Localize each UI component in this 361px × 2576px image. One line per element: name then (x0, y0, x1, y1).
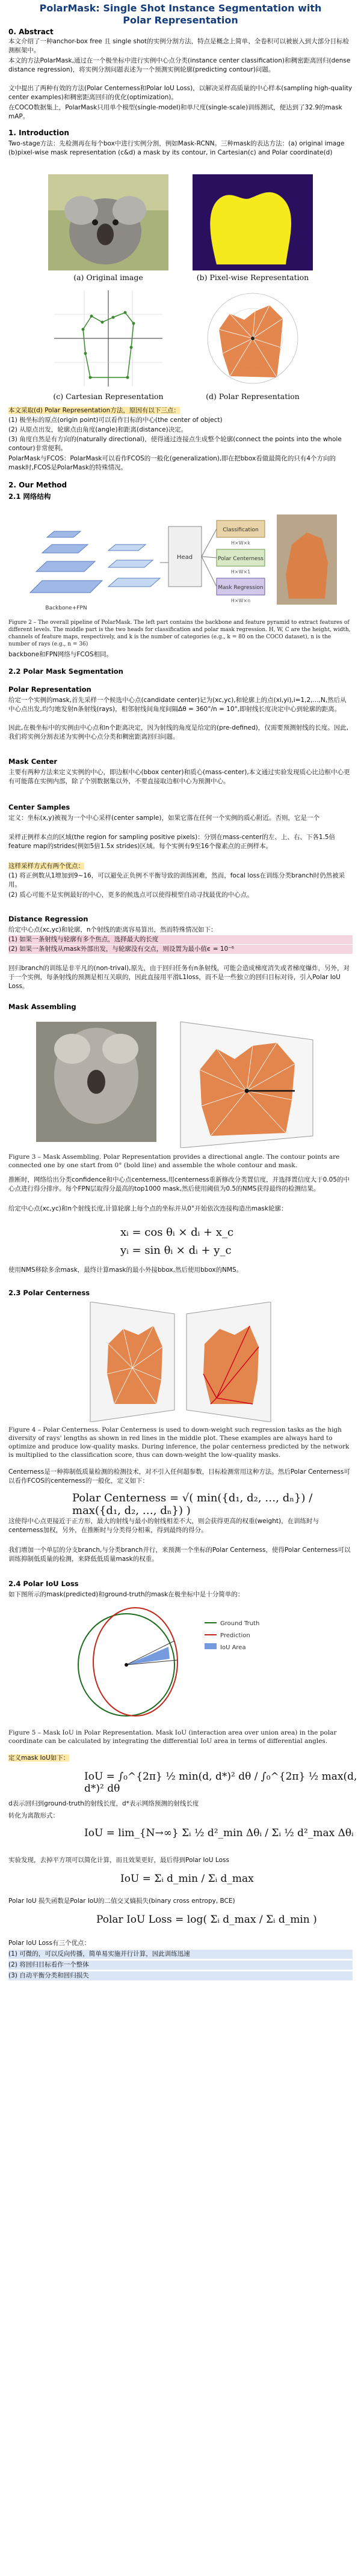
section-method: 2. Our Method (8, 481, 67, 489)
center-samples-para-5: (2) 质心可能不是实例最好的中心，更多的候选点可以使得模型自动寻找最优的中心点。 (8, 891, 253, 899)
section-introduction: 1. Introduction (8, 129, 69, 137)
equation-yi: yᵢ = sin θᵢ × dᵢ + y_c (120, 1244, 232, 1257)
figure-mask-iou (54, 1605, 307, 1725)
legend-iou-area: IoU Area (220, 1644, 246, 1651)
figure-pixel-mask (193, 174, 313, 270)
caption-d: (d) Polar Representation (206, 392, 300, 401)
equation-polar-centerness: Polar Centerness = √( min({d₁, d₂, …, dₙ}) / max({d₁, d₂, …, dₙ}) ) (72, 1492, 313, 1517)
section-mask-center: Mask Center (8, 757, 58, 766)
polar-iou-para-10: (3) 自动平衡分类和回归损失 (8, 1971, 353, 1980)
mask-asm-para-3: 使用NMS移除多余mask，最终计算mask的最小外接bbox,然后使用bbox的NMS。 (8, 1266, 243, 1274)
dist-reg-para-2: (1) 如果一条射线与轮廓有多个焦点，选择最大的长度 (8, 935, 353, 944)
center-samples-para-1: 定义：坐标(x,y)被视为一个中心采样(center sample)，如果它落在任何一个实例的质心附近。否则，它是一个 (8, 814, 319, 822)
network-para: backbone和FPN网络与FCOS相同。 (8, 651, 113, 658)
caption-c: (c) Cartesian Representation (53, 392, 164, 401)
pipeline-label-head: Head (176, 554, 193, 561)
polar-iou-para-2 (8, 1754, 353, 1763)
intro-list-3: (3) 角度自然是有方向的(naturally directional)，使得通过连接点生成整个轮廓(connect the points into the whole contour)非常便利。 (8, 436, 342, 452)
polar-iou-para-6: Polar IoU 损失函数是Polar IoU的二值交叉熵损失(binary cross entropy, BCE) (8, 1897, 235, 1905)
polar-iou-para-9: (2) 将回归目标看作一个整体 (8, 1961, 353, 1970)
legend-ground-truth: Ground Truth (220, 1620, 260, 1627)
section-polar-mask-seg: 2.2 Polar Mask Segmentation (8, 667, 123, 676)
section-abstract: 0. Abstract (8, 28, 54, 36)
legend-prediction: Prediction (220, 1632, 250, 1639)
pipeline-dim-cent: H×W×1 (230, 569, 251, 575)
section-center-samples: Center Samples (8, 803, 70, 811)
center-samples-para-2: 采样正例样本点的区域(the region for sampling positive pixels)：分别在mass-center的左、上、右、下各1.5倍feature map的strides(例如5倍1.5x strides)区域。每个实例有9至16个像素点的正例样本。 (8, 834, 336, 850)
mask-asm-para-2: 给定中心点(xc,yc)和n个射线长度,计算轮廓上每个点的坐标并从0°开始依次连接构造出mask轮廓： (8, 1205, 288, 1212)
abstract-para-4: 在COCO数据集上，PolarMask只用单个模型(single-model)和单尺度(single-scale)训练测试，便达到了32.9的mask mAP。 (8, 104, 342, 120)
pipeline-label-centerness: Polar Centerness (218, 556, 264, 562)
center-samples-para-3 (8, 862, 353, 871)
polar-iou-para-4: 转化为离散形式： (8, 1812, 59, 1819)
figure-polar (193, 287, 313, 389)
equation-iou-discrete: IoU = lim_{N→∞} Σᵢ ½ d²_min Δθᵢ / Σᵢ ½ d²_max Δθᵢ (84, 1827, 354, 1839)
mask-asm-para-1: 推断时，网络给出分类confidence和中心点centerness,用centerness重新修改分类置信度，并选择置信度大于0.05的中心点进行得分排序。每个FPN层取得分最高的top1000 mask,然后使用阈值为0.5的NMS获得最终的检测结果。 (8, 1176, 350, 1192)
equation-xi: xᵢ = cos θᵢ × dᵢ + x_c (120, 1226, 234, 1239)
equation-polar-iou-loss: Polar IoU Loss = log( Σᵢ d_max / Σᵢ d_min ) (96, 1914, 317, 1926)
polar-iou-para-2-text: 定义mask IoU如下： (8, 1754, 70, 1762)
polar-cent-para-2: 这使得中心点更接近于正方形，最大的射线与最小的射线相差不大，则会获得更高的权重(weight)，在训练时与centerness加权，另外，在推断时与分类得分相乘，得到最终的得分。 (8, 1518, 319, 1534)
section-network: 2.1 网络结构 (8, 492, 51, 501)
mask-center-para: 主要有两种方法来定义实例的中心，即边框中心(bbox center)和质心(mass-center),本文通过实验发现质心比边框中心更有可能落在实例内部，除了个别数据集以外，不要直接取边框中心为预测中心。 (8, 769, 350, 785)
polar-iou-para-1: 如下图所示的mask(predicted)和ground-truth的mask在极坐标中是十分简单的： (8, 1591, 244, 1598)
pipeline-label-cls: Classification (223, 527, 259, 533)
polar-iou-para-5: 实验发现，去掉平方项可以简化计算，而且效果更好，最后得到Polar IoU Loss (8, 1857, 229, 1864)
figure-original-image (48, 174, 168, 270)
section-polar-iou-loss: 2.4 Polar IoU Loss (8, 1579, 79, 1588)
figure2-caption: Figure 2 – The overall pipeline of PolarMask. The left part contains the backbone and feature pyramid to extract features of different levels. The middle part is the two heads for classification and polar mask regression. H, W, C are the height, width, channels of feature maps, respectively, and k is the number of categories (e.g., k = 80 on the COCO dataset), n is the number of rays (e.g., n = 36) (8, 620, 351, 647)
figure4-caption: Figure 4 – Polar Centerness. Polar Centerness is used to down-weight such regression tasks as the high diversity of rays' lengths as shown in red lines in the middle plot. These examples are always hard to optimize and produce low-quality masks. During inference, the polar centerness predicted by the network is multiplied to the classification score, thus can down-weight the low-quality masks. (8, 1426, 350, 1459)
figure5-caption: Figure 5 – Mask IoU in Polar Representation. Mask IoU (interaction area over union area) in the polar coordinate can be calculated by integrating the differential IoU area in terms of differential angles. (8, 1729, 337, 1745)
polar-iou-para-3: d表示回归到ground-truth的射线长度，d*表示网络预测的射线长度 (8, 1800, 199, 1807)
figure-cartesian (48, 287, 168, 389)
caption-b: (b) Pixel-wise Representation (196, 273, 309, 282)
section-mask-assembling: Mask Assembling (8, 1003, 76, 1011)
page-title: PolarMask: Single Shot Instance Segmentation with Polar Representation (39, 2, 322, 26)
intro-list-2: (2) 从原点出发，轮廓点由角度(angle)和距离(distance)决定。 (8, 426, 188, 433)
section-polar-rep: Polar Representation (8, 685, 91, 694)
dist-reg-para-3: (2) 如果一条射线从mask外部出发，与轮廓没有交点，则设置为最小值ϵ = 10⁻⁶ (8, 945, 353, 954)
figure-pipeline (18, 502, 343, 617)
pipeline-label-reg: Mask Regression (218, 585, 264, 591)
section-distance-regression: Distance Regression (8, 915, 88, 923)
equation-iou-simple: IoU = Σᵢ d_min / Σᵢ d_max (120, 1873, 254, 1885)
caption-a: (a) Original image (73, 273, 143, 282)
pipeline-dim-cls: H×W×k (231, 540, 250, 546)
pipeline-label-backbone: Backbone+FPN (45, 605, 87, 611)
abstract-para-2: 本文的方法PolarMask,通过在一个极坐标中进行实例中心点分类(instance center classification)和稠密距离回归(dense distance regression)，将实例分割问题表述为一个预测实例轮廓(predicting contour)问题。 (8, 57, 351, 73)
section-polar-centerness: 2.3 Polar Centerness (8, 1289, 90, 1297)
polar-iou-para-7: Polar IoU Loss有三个优点： (8, 1940, 90, 1947)
polar-cent-para-1: Centerness是一种抑制低质量检测的检测技术，对不引入任何超参数，目标检测常用这种方法。然后Polar Centerness可以看作FCOS的centerness的一般化，定义如下： (8, 1468, 350, 1485)
pipeline-dim-reg: H×W×n (230, 598, 251, 603)
abstract-para-1: 本文介绍了一种anchor-box free 且 single shot的实例分割方法，特点是概念上简单、全卷积可以被嵌入到大部分目标检测框架中。 (8, 38, 350, 54)
polar-cent-para-3: 我们增加一个单层的分支branch,与分类branch并行，来预测一个坐标的Polar Centerness，使得Polar Centerness可以训练抑制低质量的检测，来降低低质量mask的权重。 (8, 1546, 351, 1563)
intro-para-3: PolarMask与FCOS：PolarMask可以看作FCOS的一般化(generalization),即在把bbox看做最简化的只有4个方向的mask时,FCOS是PolarMask的特殊情况。 (8, 455, 336, 471)
intro-para-2-text: 本文采取(d) Polar Representation方法，原因有以下三点： (8, 407, 180, 414)
dist-reg-para-4: 回归branch的训练是非平凡的(non-trival),原先，由于回归任务有n条射线，可能会造成梯度消失或者梯度爆炸，另外，对于一个实例，每条射线的预测是相互关联的，因此直接用平滑L1loss，而不是一些独立的回归目标对待，引入Polar IoU Loss。 (8, 965, 350, 990)
polar-rep-para-2: 因此,在极坐标中的实例由中心点和n个距离决定，因为射线的角度是给定的(pre-defined)，仅需要预测射线的长度。因此,我们将实例分割表述为实例中心点分类和稠密距离回归问题。 (8, 724, 349, 740)
figure-polar-centerness (72, 1302, 289, 1422)
abstract-para-3: 文中提出了两种有效的方法(Polar Centerness和Polar IoU Loss)，以解决采样高质量的中心样本(sampling high-quality center examples)和稠密距离回归的优化(optimization)。 (8, 85, 353, 101)
polar-iou-para-8: (1) 可微的，可以反向传播，简单易实施并行计算，因此训练迅速 (8, 1950, 353, 1959)
figure-mask-assembling (36, 1016, 325, 1148)
figure3-caption: Figure 3 – Mask Assembling. Polar Representation provides a directional angle. The contour points are connected one by one start from 0° (bold line) and assemble the whole contour and mask. (8, 1153, 340, 1169)
intro-list-1: (1) 极坐标的原点(origin point)可以看作目标的中心(the center of object) (8, 417, 223, 424)
equation-iou-continuous: IoU = ∫₀^{2π} ½ min(d, d*)² dθ / ∫₀^{2π} ½ max(d, d*)² dθ (84, 1771, 357, 1795)
center-samples-para-3-text: 这样采样方式有两个优点： (8, 862, 84, 870)
intro-para-1: Two-stage方法：先检测再在每个box中进行实例分割，例如Mask-RCNN。三种mask的表达方法：(a) original image (b)pixel-wise mask representation (c&d) a mask by its contour, in Cartesian(c) and Polar coordinate(d) (8, 140, 345, 156)
dist-reg-para-1: 给定中心点(xc,yc)和轮廓，n个射线的距离容易算出，然而特殊情况如下： (8, 926, 217, 933)
center-samples-para-4: (1) 将正例数从1增加到9~16，可以避免正负例不平衡导致的训练困难，然而，focal loss在训练分类branch时仍然被采用。 (8, 872, 345, 888)
intro-para-2 (8, 406, 353, 415)
polar-rep-para-1: 给定一个实例的mask,首先采样一个候选中心点(candidate center)记为(xc,yc),和轮廓上的点(xi,yi),i=1,2,...,N,然后从中心点出发,均匀地发射n条射线(rays)，相邻射线间角度间隔Δθ = 360°/n = 10°,即射线长度决定中心到轮廓的距离。 (8, 697, 347, 713)
